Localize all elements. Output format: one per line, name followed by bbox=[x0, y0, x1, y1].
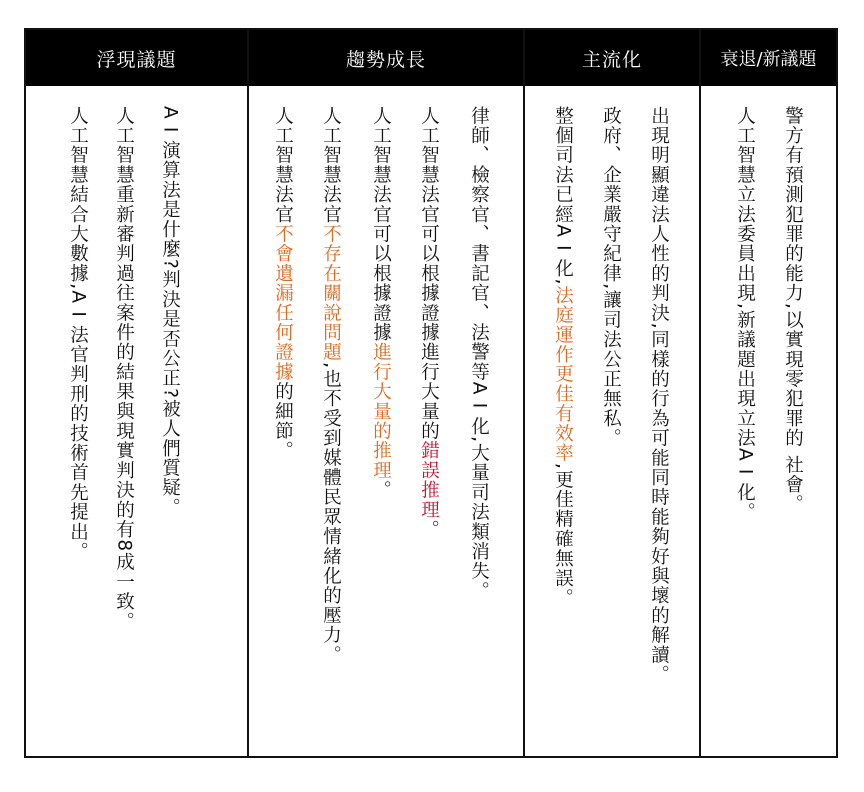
column-mainstream bbox=[523, 30, 699, 756]
text-line bbox=[649, 106, 668, 684]
text-line bbox=[783, 106, 802, 514]
text-segment: ,也不受到媒體民眾情緒化的壓力。 bbox=[320, 362, 342, 665]
text-line bbox=[469, 106, 488, 601]
column-header-mainstream: 主流化 bbox=[525, 30, 699, 86]
text-line bbox=[273, 106, 292, 461]
column-decline-new-issues bbox=[699, 30, 836, 756]
text-segment: ,更佳精確無誤。 bbox=[552, 462, 574, 608]
text-line bbox=[601, 106, 620, 448]
text-segment: 律師、檢察官、書記官、法警等A I 化,大量司法類消失。 bbox=[468, 106, 490, 601]
text-segment: 人工智慧結合大數據,A I 法官判刑的技術首先提出。 bbox=[67, 106, 89, 562]
text-line bbox=[371, 106, 390, 500]
column-body-growing bbox=[249, 86, 523, 756]
text-line bbox=[419, 106, 438, 539]
text-line bbox=[68, 106, 87, 561]
text-segment: 。 bbox=[418, 519, 440, 540]
text-segment: 不會遺漏任何證據 bbox=[272, 224, 294, 382]
text-segment: 不存在關說問題 bbox=[320, 224, 342, 363]
column-body-emerging bbox=[26, 86, 247, 756]
text-segment: 人工智慧法官 bbox=[272, 106, 294, 225]
text-segment: A I 演算法是什麼?判決是否公正?被人們質疑。 bbox=[159, 106, 181, 518]
text-line bbox=[160, 106, 179, 517]
text-line bbox=[321, 106, 340, 665]
column-header-growing: 趨勢成長 bbox=[249, 30, 523, 86]
column-header-emerging: 浮現議題 bbox=[26, 30, 247, 86]
foresight-table bbox=[24, 28, 838, 758]
text-segment: 錯誤推理 bbox=[418, 440, 440, 520]
column-header-decline: 衰退/新議題 bbox=[701, 30, 836, 86]
column-body-mainstream bbox=[525, 86, 699, 756]
text-segment: 人工智慧法官可以根據證據 bbox=[370, 106, 392, 343]
text-segment: 警方有預測犯罪的能力,以實現零犯罪的 社會。 bbox=[782, 106, 804, 515]
text-segment: 的細節。 bbox=[272, 381, 294, 461]
text-segment: 政府、企業嚴守紀律,讓司法公正無私。 bbox=[600, 106, 622, 448]
text-segment: 出現明顯違法人性的判決,同樣的行為可能同時能夠好與壞的解讀。 bbox=[648, 106, 670, 685]
column-emerging-issues bbox=[26, 30, 247, 756]
text-segment: 人工智慧法官可以根據證據進行大量的 bbox=[418, 106, 440, 441]
text-segment: 。 bbox=[370, 480, 392, 501]
text-line bbox=[114, 106, 133, 631]
text-segment: 人工智慧重新審判過往案件的結果與現實判決的有8成一致。 bbox=[113, 106, 135, 632]
text-line bbox=[553, 106, 572, 608]
column-growing-trends bbox=[247, 30, 523, 756]
text-segment: 人工智慧法官 bbox=[320, 106, 342, 225]
column-body-decline bbox=[701, 86, 836, 756]
text-segment: 進行大量的推理 bbox=[370, 342, 392, 481]
text-line bbox=[735, 106, 754, 522]
text-segment: 人工智慧立法委員出現,新議題出現立法A I 化。 bbox=[734, 106, 756, 523]
text-segment: 法庭運作更佳有效率 bbox=[552, 285, 574, 463]
text-segment: 整個司法已經A I 化, bbox=[552, 106, 574, 286]
